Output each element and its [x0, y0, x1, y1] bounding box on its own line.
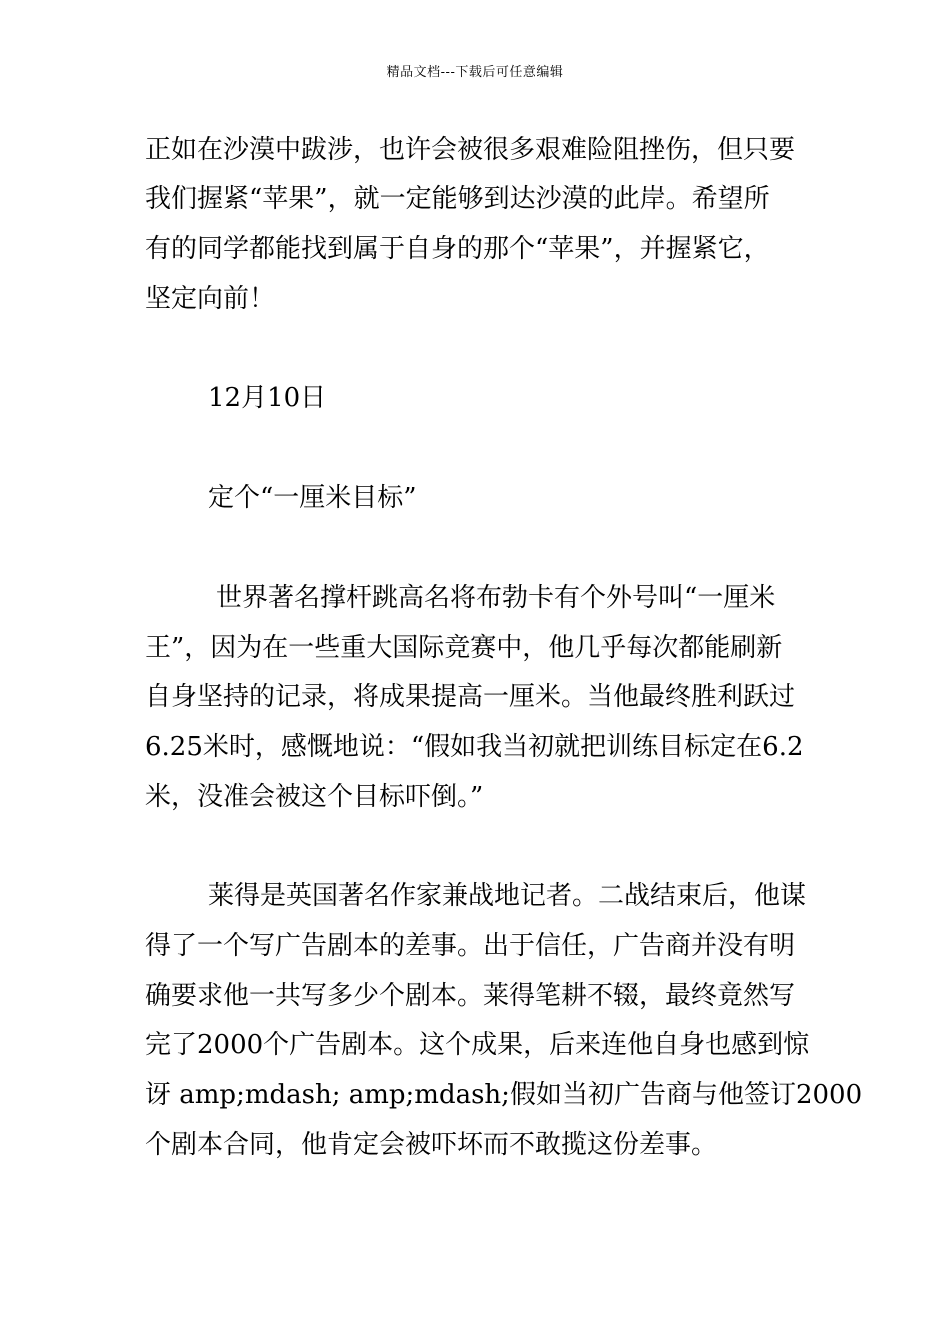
paragraph-line: 世界著名撑杆跳高名将布勃卡有个外号叫“一厘米 [216, 583, 776, 613]
paragraph-line: 个剧本合同，他肯定会被吓坏而不敢揽这份差事。 [145, 1130, 718, 1160]
paragraph-line: 得了一个写广告剧本的差事。出于信任，广告商并没有明 [145, 931, 796, 961]
paragraph-line: 米，没准会被这个目标吓倒。” [145, 782, 484, 812]
page-header: 精品文档---下载后可任意编辑 [386, 65, 564, 80]
section-title: 定个“一厘米目标” [208, 483, 417, 513]
paragraph-line: 完了2000个广告剧本。这个成果，后来连他自身也感到惊 [145, 1030, 810, 1060]
paragraph-line: 正如在沙漠中跋涉，也许会被很多艰难险阻挫伤，但只要 [145, 135, 796, 165]
paragraph-line: 有的同学都能找到属于自身的那个“苹果”，并握紧它， [145, 234, 770, 264]
paragraph-line: 自身坚持的记录，将成果提高一厘米。当他最终胜利跃过 [145, 682, 796, 712]
paragraph-line: 王”，因为在一些重大国际竞赛中，他几乎每次都能刷新 [145, 633, 783, 663]
paragraph-line: 确要求他一共写多少个剧本。莱得笔耕不辍，最终竟然写 [145, 981, 796, 1011]
paragraph-line: 莱得是英国著名作家兼战地记者。二战结束后，他谋 [208, 881, 807, 911]
paragraph-line: 6.25米时，感慨地说：“假如我当初就把训练目标定在6.2 [145, 732, 804, 762]
paragraph-line: 坚定向前！ [145, 284, 276, 314]
paragraph-line: 讶 amp;mdash; amp;mdash;假如当初广告商与他签订2000 [145, 1080, 863, 1110]
paragraph-line: 我们握紧“苹果”，就一定能够到达沙漠的此岸。希望所 [145, 184, 770, 214]
date-line: 12月10日 [208, 383, 327, 413]
